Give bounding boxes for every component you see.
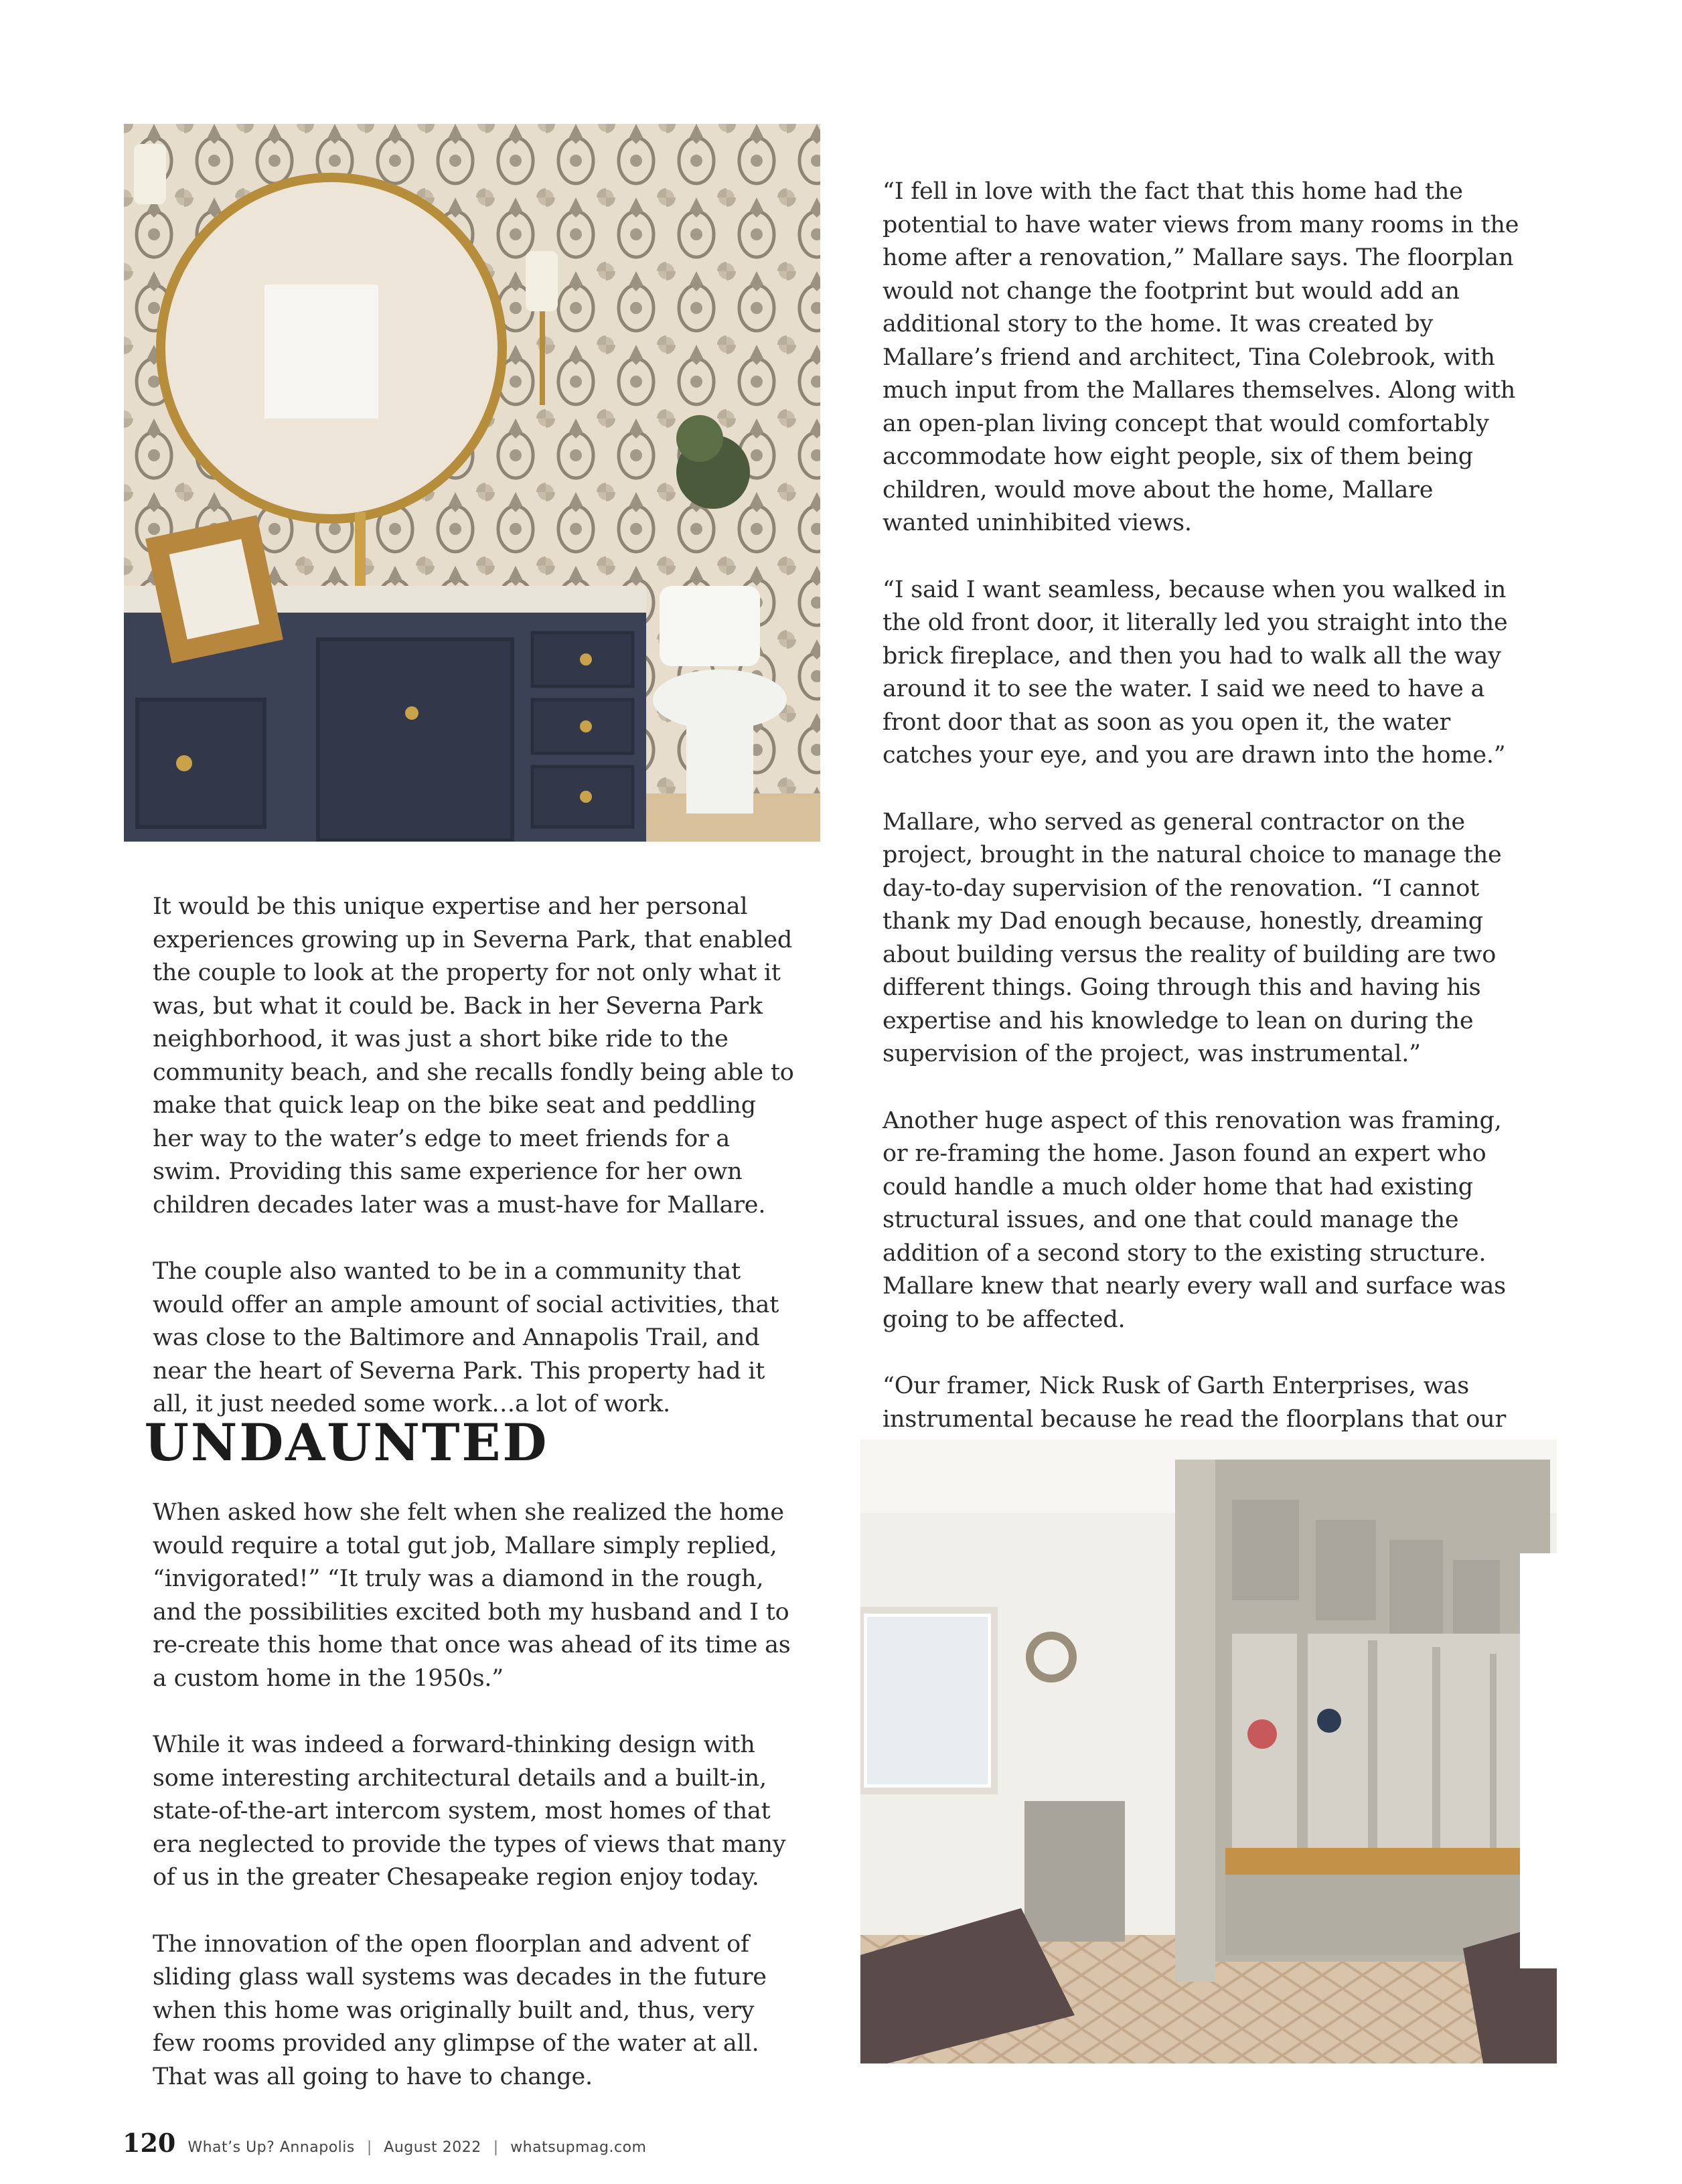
left-paragraph: The innovation of the open floorplan and advent of sliding glass wall systems was decades in the future when this home was originally built and, thus, very few rooms provided any glimpse of the water at all. That was all going to have to change. bbox=[153, 1930, 767, 2090]
right-paragraph: “Our framer, Nick Rusk of Garth Enterprises, was instrumental because he read the floorplans that our bbox=[883, 1373, 1507, 1433]
footer-separator: | bbox=[493, 2139, 499, 2156]
issue-date: August 2022 bbox=[384, 2139, 481, 2156]
website-link[interactable]: whatsupmag.com bbox=[510, 2139, 647, 2156]
right-paragraph: Another huge aspect of this renovation was framing, or re-framing the home. Jason found an expert who could handle a much older home that had existing structural issues, and one that could manage the addition of a second story to the existing structure. Mallare knew that nearly every wall and surface was going to be affected. bbox=[883, 1107, 1506, 1333]
section-heading: UNDAUNTED bbox=[144, 1413, 549, 1472]
footer-separator: | bbox=[366, 2139, 372, 2156]
right-column bbox=[883, 175, 1525, 1502]
left-paragraph: When asked how she felt when she realized the home would require a total gut job, Mallare simply replied, “invigorated!” “It truly was a diamond in the rough, and the possibilities excited both my husband and I to re-create this home that once was ahead of its time as a custom home in the 1950s.” bbox=[153, 1499, 791, 1692]
mudroom-photo bbox=[860, 1439, 1557, 2063]
left-column-upper bbox=[153, 890, 795, 1421]
right-paragraph: “I said I want seamless, because when you walked in the old front door, it literally led you straight into the brick fireplace, and then you had to walk all the way around it to see the water. I said we need to have a front door that as soon as you open it, the water catches your eye, and you are drawn into the home.” bbox=[883, 576, 1508, 769]
left-paragraph: The couple also wanted to be in a community that would offer an ample amount of social activities, that was close to the Baltimore and Annapolis Trail, and near the heart of Severna Park. This property had it all, it just needed some work…a lot of work. bbox=[153, 1258, 779, 1417]
page-footer bbox=[123, 2128, 646, 2160]
left-paragraph: It would be this unique expertise and her personal experiences growing up in Severna Park, that enabled the couple to look at the property for not only what it was, but what it could be. Back in her Severna Park neighborhood, it was just a short bike ride to the community beach, and she recalls fondly being able to make that quick leap on the bike seat and peddling her way to the water’s edge to meet friends for a swim. Providing this same experience for her own children decades later was a must-have for Mallare. bbox=[153, 893, 794, 1219]
left-column-lower bbox=[153, 1496, 795, 2094]
bathroom-photo bbox=[124, 124, 820, 842]
publication-name: What’s Up? Annapolis bbox=[187, 2139, 355, 2156]
page-number: 120 bbox=[123, 2128, 176, 2158]
right-paragraph: Mallare, who served as general contractor on the project, brought in the natural choice to manage the day-to-day supervision of the renovation. “I cannot thank my Dad enough because, honestly, dreaming about building versus the reality of building are two different things. Going through this and having his expertise and his knowledge to lean on during the supervision of the project, was instrumental.” bbox=[883, 808, 1502, 1067]
right-paragraph: “I fell in love with the fact that this home had the potential to have water views from many rooms in the home after a renovation,” Mallare says. The floorplan would not change the footprint but would add an additional story to the home. It was created by Mallare’s friend and architect, Tina Colebrook, with much input from the Mallares themselves. Along with an open-plan living concept that would comfortably accommodate how eight people, six of them being children, would move about the home, Mallare wanted uninhibited views. bbox=[883, 178, 1519, 536]
left-paragraph: While it was indeed a forward-thinking design with some interesting architectural details and a built-in, state-of-the-art intercom system, most homes of that era neglected to provide the types of views that many of us in the greater Chesapeake region enjoy today. bbox=[153, 1731, 786, 1891]
